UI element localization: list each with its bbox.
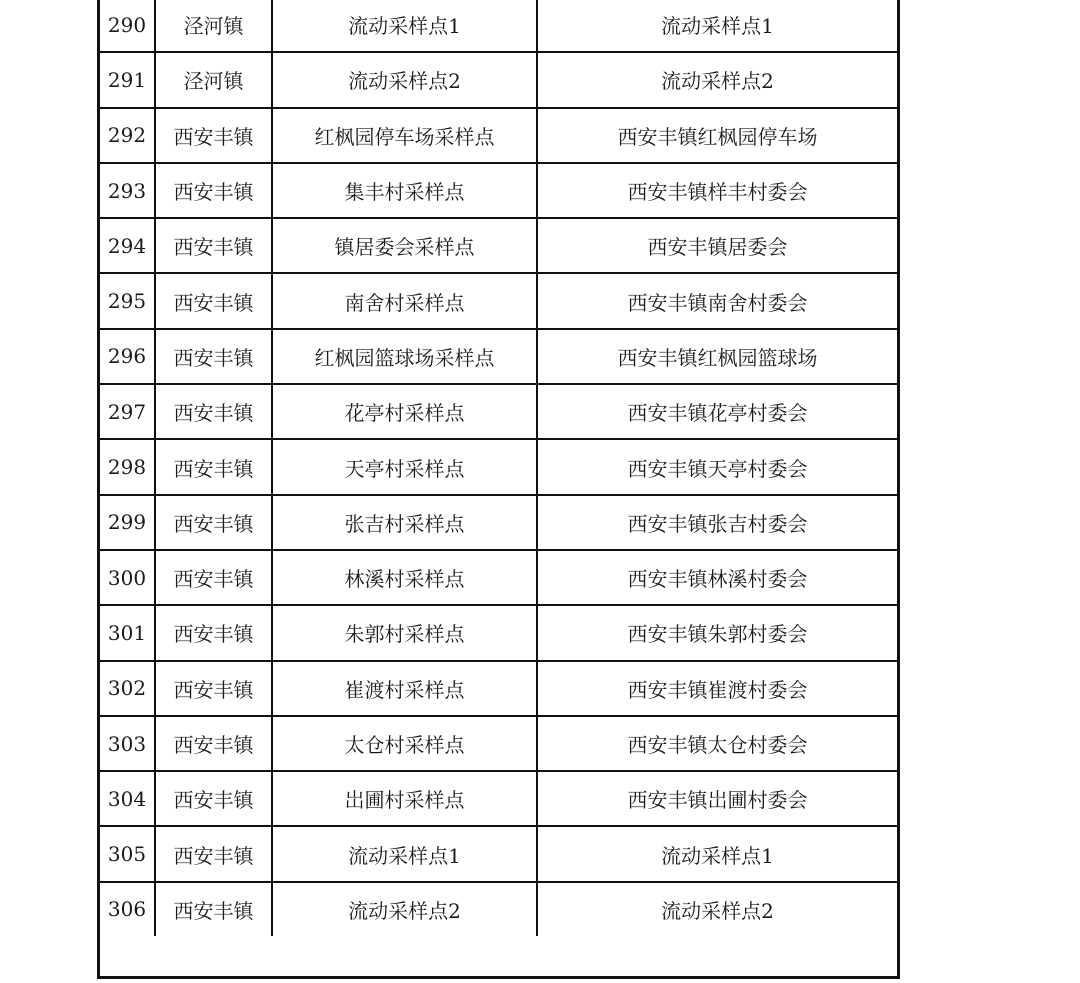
sampling-site-name: 红枫园篮球场采样点 (272, 329, 537, 384)
row-number: 297 (100, 384, 155, 439)
table-row (100, 439, 897, 494)
town-name: 西安丰镇 (155, 550, 272, 605)
row-number: 304 (100, 771, 155, 826)
sampling-site-name: 流动采样点2 (272, 52, 537, 107)
table-row (100, 771, 897, 826)
town-name: 西安丰镇 (155, 826, 272, 881)
sampling-site-name: 天亭村采样点 (272, 439, 537, 494)
row-number: 296 (100, 329, 155, 384)
table-row (100, 0, 897, 52)
sampling-sites-table-sheet (97, 0, 900, 979)
town-name: 西安丰镇 (155, 108, 272, 163)
table-row (100, 108, 897, 163)
row-number: 303 (100, 716, 155, 771)
sampling-site-name: 张吉村采样点 (272, 495, 537, 550)
town-name: 西安丰镇 (155, 329, 272, 384)
sampling-site-name: 流动采样点1 (272, 0, 537, 52)
sampling-site-address: 流动采样点1 (537, 826, 897, 881)
row-number: 306 (100, 882, 155, 936)
table-row (100, 273, 897, 328)
sampling-site-address: 西安丰镇样丰村委会 (537, 163, 897, 218)
sampling-site-address: 流动采样点2 (537, 882, 897, 936)
town-name: 西安丰镇 (155, 495, 272, 550)
town-name: 西安丰镇 (155, 439, 272, 494)
town-name: 西安丰镇 (155, 661, 272, 716)
sampling-site-name: 流动采样点1 (272, 826, 537, 881)
sampling-site-address: 西安丰镇崔渡村委会 (537, 661, 897, 716)
sampling-site-name: 朱郭村采样点 (272, 605, 537, 660)
sampling-site-name: 红枫园停车场采样点 (272, 108, 537, 163)
sampling-site-name: 花亭村采样点 (272, 384, 537, 439)
row-number: 298 (100, 439, 155, 494)
sampling-site-address: 西安丰镇林溪村委会 (537, 550, 897, 605)
town-name: 泾河镇 (155, 0, 272, 52)
row-number: 294 (100, 218, 155, 273)
row-number: 293 (100, 163, 155, 218)
row-number: 305 (100, 826, 155, 881)
sampling-site-address: 西安丰镇太仓村委会 (537, 716, 897, 771)
table-row (100, 550, 897, 605)
row-number: 300 (100, 550, 155, 605)
sampling-site-address: 西安丰镇南舍村委会 (537, 273, 897, 328)
sampling-site-address: 西安丰镇花亭村委会 (537, 384, 897, 439)
table-row (100, 605, 897, 660)
table-row (100, 163, 897, 218)
town-name: 西安丰镇 (155, 771, 272, 826)
sampling-site-address: 西安丰镇张吉村委会 (537, 495, 897, 550)
sampling-site-name: 岀圃村采样点 (272, 771, 537, 826)
town-name: 西安丰镇 (155, 163, 272, 218)
sampling-site-name: 林溪村采样点 (272, 550, 537, 605)
table-row (100, 826, 897, 881)
town-name: 西安丰镇 (155, 218, 272, 273)
town-name: 西安丰镇 (155, 605, 272, 660)
row-number: 290 (100, 0, 155, 52)
sampling-site-name: 集丰村采样点 (272, 163, 537, 218)
table-row (100, 52, 897, 107)
sampling-site-address: 流动采样点2 (537, 52, 897, 107)
row-number: 292 (100, 108, 155, 163)
sampling-site-address: 西安丰镇朱郭村委会 (537, 605, 897, 660)
sampling-site-address: 西安丰镇天亭村委会 (537, 439, 897, 494)
sampling-site-address: 西安丰镇红枫园篮球场 (537, 329, 897, 384)
row-number: 301 (100, 605, 155, 660)
table-row (100, 882, 897, 936)
sampling-site-address: 西安丰镇红枫园停车场 (537, 108, 897, 163)
town-name: 西安丰镇 (155, 716, 272, 771)
sampling-sites-table (100, 0, 897, 936)
table-body (100, 0, 897, 936)
sampling-site-address: 西安丰镇居委会 (537, 218, 897, 273)
town-name: 西安丰镇 (155, 273, 272, 328)
sampling-site-address: 流动采样点1 (537, 0, 897, 52)
table-row (100, 218, 897, 273)
sampling-site-name: 太仓村采样点 (272, 716, 537, 771)
row-number: 299 (100, 495, 155, 550)
row-number: 295 (100, 273, 155, 328)
table-row (100, 495, 897, 550)
sampling-site-name: 崔渡村采样点 (272, 661, 537, 716)
sampling-site-address: 西安丰镇岀圃村委会 (537, 771, 897, 826)
table-row (100, 661, 897, 716)
table-row (100, 716, 897, 771)
table-row (100, 329, 897, 384)
town-name: 泾河镇 (155, 52, 272, 107)
row-number: 302 (100, 661, 155, 716)
town-name: 西安丰镇 (155, 882, 272, 936)
sampling-site-name: 南舍村采样点 (272, 273, 537, 328)
sampling-site-name: 镇居委会采样点 (272, 218, 537, 273)
town-name: 西安丰镇 (155, 384, 272, 439)
sampling-site-name: 流动采样点2 (272, 882, 537, 936)
table-row (100, 384, 897, 439)
row-number: 291 (100, 52, 155, 107)
